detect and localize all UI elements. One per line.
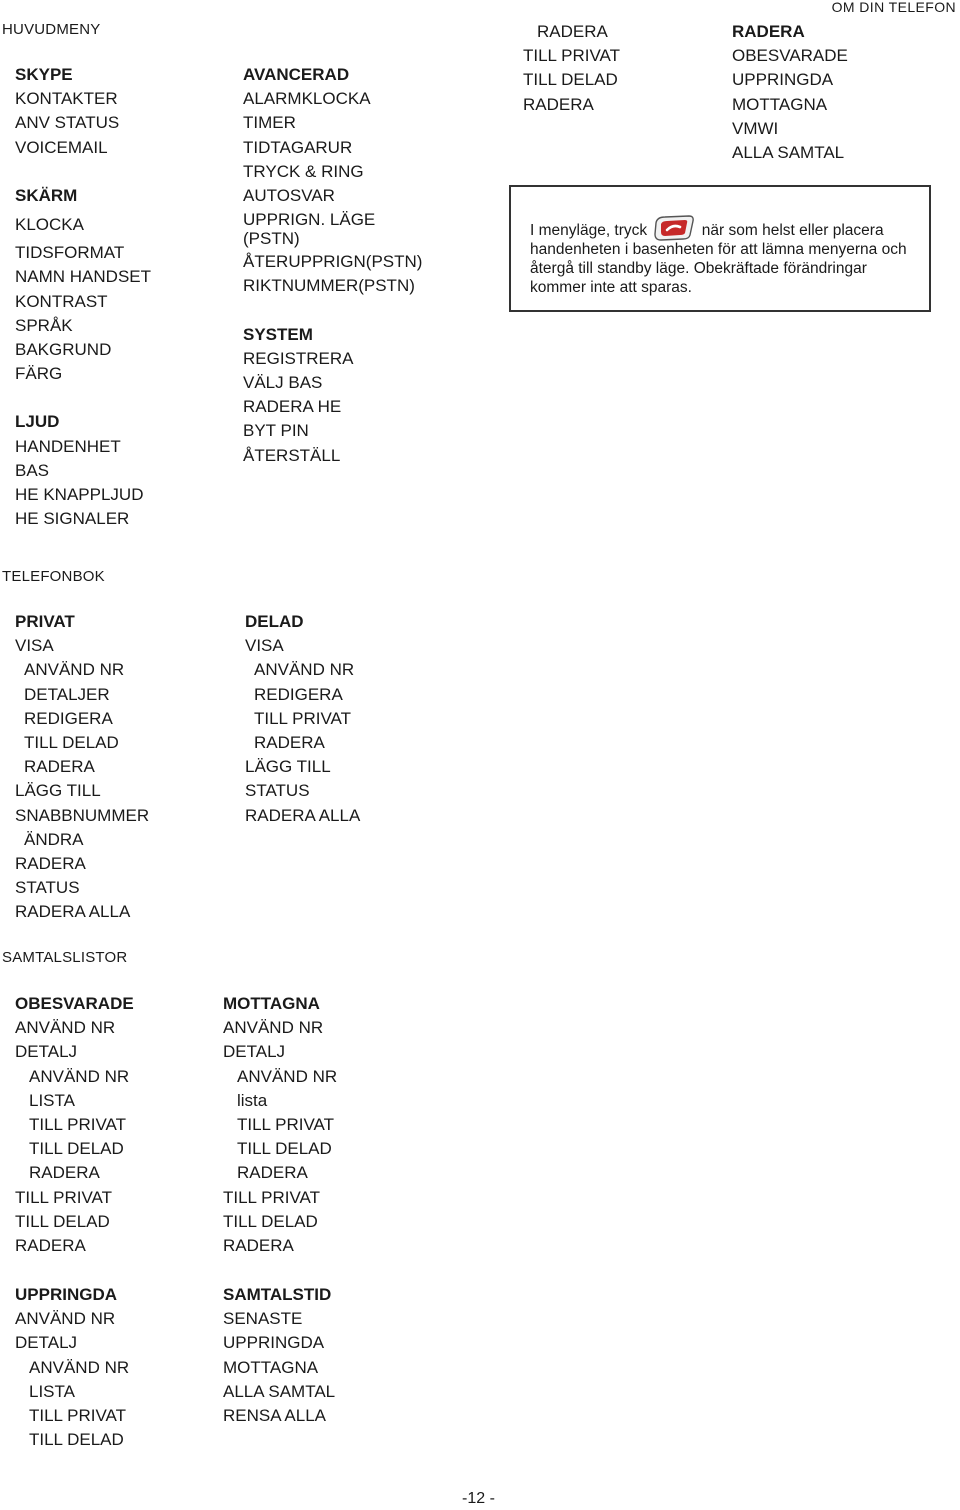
- menu-item: BAKGRUND: [15, 339, 112, 359]
- menu-item: RADERA: [237, 1163, 308, 1183]
- menu-item: ANVÄND NR: [24, 660, 125, 680]
- menu-item: ÅTERUPPRIGN(PSTN): [243, 252, 423, 272]
- menu-item: RADERA: [15, 853, 86, 873]
- menu-item: RADERA HE: [243, 397, 342, 417]
- menu-item: lista: [237, 1090, 268, 1110]
- menu-column-1: [15, 63, 151, 531]
- menu-title-avancerad: AVANCERAD: [243, 65, 350, 84]
- menu-item: SENASTE: [223, 1309, 303, 1329]
- menu-item: OBESVARADE: [732, 46, 848, 66]
- menu-item: VÄLJ BAS: [243, 373, 323, 393]
- menu-item: RIKTNUMMER(PSTN): [243, 276, 415, 296]
- menu-item: RADERA: [15, 1235, 86, 1255]
- menu-item: TILL DELAD: [29, 1430, 124, 1450]
- menu-title-skarm: SKÄRM: [15, 185, 78, 205]
- menu-item: TIDTAGARUR: [243, 137, 353, 157]
- menu-item: RADERA: [29, 1163, 100, 1183]
- menu-item: ANVÄND NR: [29, 1066, 130, 1086]
- menu-item: HANDENHET: [15, 436, 121, 456]
- menu-column-3: [523, 20, 620, 117]
- menu-item: LÄGG TILL: [245, 757, 331, 777]
- menu-item: NAMN HANDSET: [15, 267, 152, 287]
- menu-item: TILL DELAD: [523, 70, 618, 90]
- menu-item: UPPRIGN. LÄGE (PSTN): [243, 210, 376, 249]
- menu-title-uppringda: UPPRINGDA: [15, 1285, 118, 1304]
- menu-item: ALLA SAMTAL: [223, 1381, 336, 1401]
- menu-title-radera: RADERA: [732, 22, 805, 41]
- menu-item: ANV STATUS: [15, 113, 120, 133]
- menu-item: DETALJ: [223, 1042, 286, 1062]
- info-text-after: när som helst eller placera handenheten i basenheten för att lämna menyerna och återgå till standby läge. Obekräftade förändringar kommer inte att sparas.: [530, 222, 907, 296]
- menu-item: UPPRINGDA: [223, 1333, 325, 1353]
- menu-item: RADERA: [523, 94, 594, 114]
- heading-samtalslistor: SAMTALSLISTOR: [2, 949, 128, 966]
- menu-title-delad: DELAD: [245, 612, 304, 631]
- menu-item: RADERA ALLA: [245, 805, 361, 825]
- menu-item: HE KNAPPLJUD: [15, 485, 144, 504]
- menu-item: ALLA SAMTAL: [732, 142, 845, 162]
- menu-item: TILL DELAD: [29, 1139, 124, 1159]
- menu-item: RADERA: [537, 22, 608, 41]
- menu-item: LISTA: [29, 1381, 75, 1401]
- menu-item: VOICEMAIL: [15, 137, 108, 157]
- menu-item: DETALJER: [24, 684, 110, 704]
- menu-item: VISA: [15, 636, 54, 656]
- menu-title-ljud: LJUD: [15, 412, 60, 432]
- menu-item: ANVÄND NR: [237, 1066, 338, 1086]
- telefonbok-privat: [15, 610, 149, 924]
- info-box: [509, 185, 931, 312]
- menu-item: REDIGERA: [254, 684, 343, 704]
- menu-item: KONTAKTER: [15, 89, 118, 109]
- menu-item: TILL PRIVAT: [15, 1187, 112, 1207]
- menu-title-privat: PRIVAT: [15, 612, 75, 631]
- menu-column-2: [243, 63, 422, 468]
- menu-item: TRYCK & RING: [243, 161, 364, 181]
- page-number: -12 -: [462, 1490, 495, 1507]
- menu-item: REGISTRERA: [243, 348, 354, 368]
- samtalslistor-mottagna: [223, 992, 337, 1258]
- menu-item: REDIGERA: [24, 708, 113, 728]
- menu-item: FÄRG: [15, 364, 63, 384]
- menu-title-obesvarade: OBESVARADE: [15, 994, 134, 1013]
- menu-item: HE SIGNALER: [15, 509, 130, 529]
- menu-item: TILL DELAD: [223, 1211, 318, 1231]
- menu-item: ANVÄND NR: [223, 1018, 324, 1038]
- menu-item: ANVÄND NR: [29, 1357, 130, 1377]
- menu-item: ALARMKLOCKA: [243, 89, 371, 109]
- menu-item: SNABBNUMMER: [15, 805, 150, 825]
- samtalslistor-obesvarade: [15, 992, 134, 1258]
- menu-item: UPPRINGDA: [732, 70, 834, 90]
- heading-huvudmeny: HUVUDMENY: [2, 21, 101, 38]
- menu-item: TILL PRIVAT: [523, 46, 620, 66]
- telefonbok-delad: [245, 610, 360, 828]
- menu-item: TILL PRIVAT: [254, 708, 351, 728]
- heading-telefonbok: TELEFONBOK: [2, 568, 105, 585]
- menu-item: SPRÅK: [15, 315, 73, 335]
- menu-item: ÄNDRA: [24, 829, 84, 849]
- menu-title-mottagna: MOTTAGNA: [223, 994, 320, 1013]
- menu-item: VISA: [245, 636, 284, 656]
- red-phone-key-icon: [653, 215, 695, 239]
- menu-item: TILL DELAD: [15, 1211, 110, 1231]
- menu-item: ÅTERSTÄLL: [243, 445, 341, 465]
- menu-item: TIDSFORMAT: [15, 243, 125, 263]
- menu-title-samtalstid: SAMTALSTID: [223, 1285, 332, 1304]
- menu-item: AUTOSVAR: [243, 185, 335, 205]
- samtalslistor-samtalstid: [223, 1283, 335, 1428]
- menu-item: MOTTAGNA: [732, 94, 828, 114]
- menu-item: RADERA: [223, 1235, 294, 1255]
- info-text-before: I menyläge, tryck: [530, 222, 648, 239]
- menu-title-skype: SKYPE: [15, 65, 73, 84]
- menu-item: RENSA ALLA: [223, 1405, 327, 1425]
- menu-item: TILL PRIVAT: [223, 1187, 320, 1207]
- menu-item: VMWI: [732, 118, 779, 138]
- menu-item: TILL DELAD: [24, 732, 119, 752]
- menu-item: STATUS: [15, 878, 80, 898]
- menu-item: DETALJ: [15, 1333, 78, 1353]
- menu-item: TILL DELAD: [237, 1139, 332, 1159]
- menu-item: MOTTAGNA: [223, 1357, 319, 1377]
- menu-column-4: [732, 20, 848, 165]
- menu-item: LÄGG TILL: [15, 781, 101, 801]
- menu-item: TIMER: [243, 113, 296, 133]
- menu-item: TILL PRIVAT: [29, 1405, 126, 1425]
- menu-item: LISTA: [29, 1090, 75, 1110]
- samtalslistor-uppringda: [15, 1283, 129, 1452]
- heading-om-din-telefon: OM DIN TELEFON: [831, 0, 956, 15]
- menu-item: RADERA: [254, 732, 325, 752]
- menu-item: BAS: [15, 460, 50, 480]
- menu-item: STATUS: [245, 781, 310, 801]
- menu-title-system: SYSTEM: [243, 324, 313, 344]
- menu-item: ANVÄND NR: [15, 1018, 116, 1038]
- menu-item: ANVÄND NR: [254, 660, 355, 680]
- info-box-text: [530, 215, 925, 297]
- menu-item: TILL PRIVAT: [29, 1114, 126, 1134]
- menu-item: DETALJ: [15, 1042, 78, 1062]
- menu-item: BYT PIN: [243, 421, 309, 441]
- menu-item: TILL PRIVAT: [237, 1114, 334, 1134]
- menu-item: RADERA: [24, 757, 95, 777]
- menu-item: RADERA ALLA: [15, 902, 131, 922]
- menu-item: KLOCKA: [15, 215, 84, 235]
- menu-item: KONTRAST: [15, 291, 108, 311]
- menu-item: ANVÄND NR: [15, 1309, 116, 1329]
